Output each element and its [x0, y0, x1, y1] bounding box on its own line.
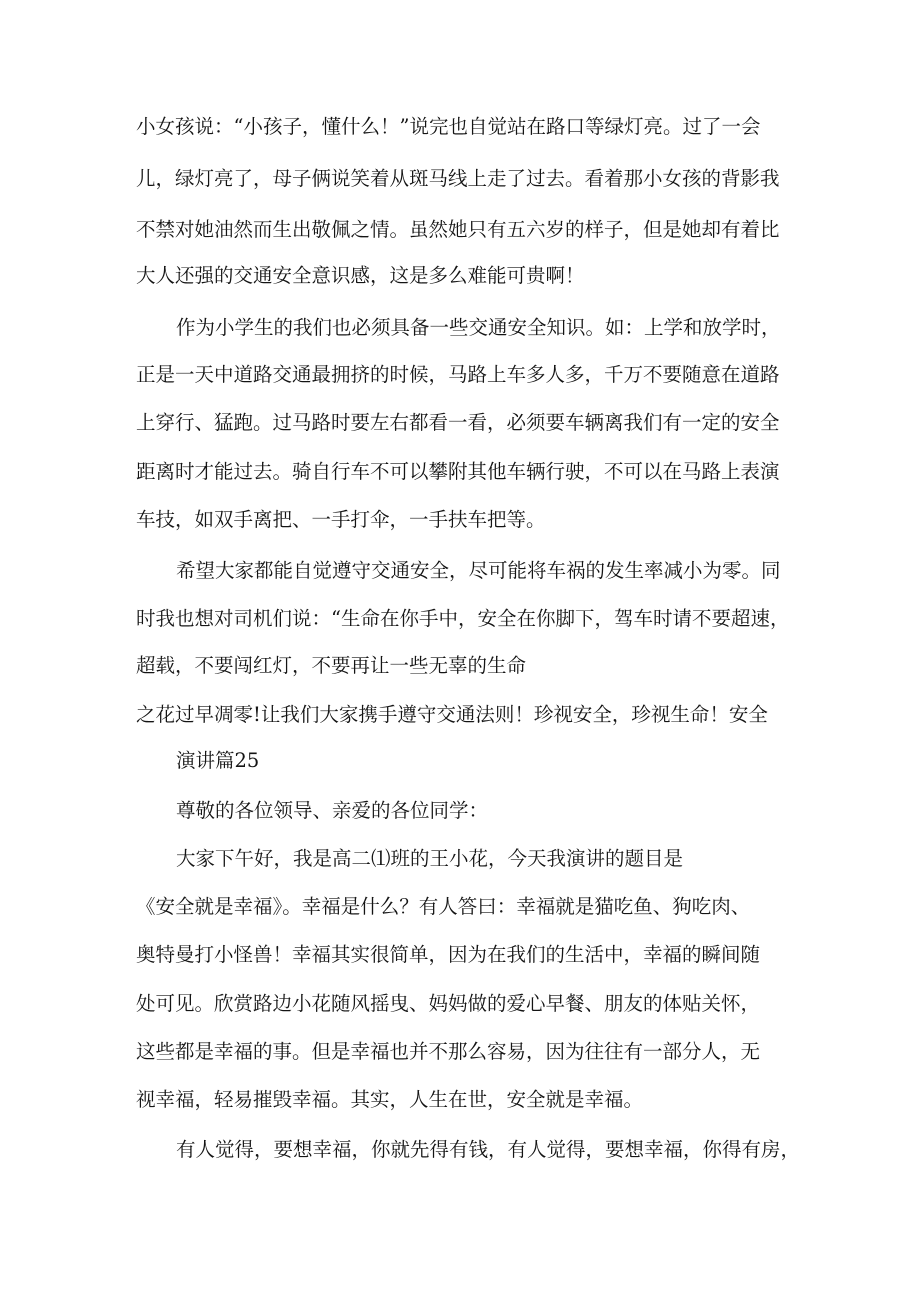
- text-line: 儿，绿灯亮了，母子俩说笑着从斑马线上走了过去。看着那小女孩的背影我: [136, 167, 780, 190]
- text-line: 奥特曼打小怪兽！幸福其实很简单，因为在我们的生活中，幸福的瞬间随: [136, 943, 761, 966]
- text-line: 有人觉得，要想幸福，你就先得有钱，有人觉得，要想幸福，你得有房，: [176, 1138, 801, 1161]
- text-line: 《安全就是幸福》。幸福是什么？有人答曰：幸福就是猫吃鱼、狗吃肉、: [136, 895, 751, 918]
- text-line: 大家下午好，我是高二⑴班的王小花，今天我演讲的题目是: [176, 847, 684, 870]
- text-line: 车技，如双手离把、一手打伞，一手扶车把等。: [136, 508, 546, 531]
- text-line: 希望大家都能自觉遵守交通安全，尽可能将车祸的发生率减小为零。同: [176, 559, 781, 582]
- text-line: 时我也想对司机们说：“生命在你手中，安全在你脚下，驾车时请不要超速，: [136, 607, 790, 630]
- text-line: 小女孩说：“小孩子，懂什么！”说完也自觉站在路口等绿灯亮。过了一会: [136, 115, 761, 138]
- text-line: 作为小学生的我们也必须具备一些交通安全知识。如：上学和放学时，: [176, 316, 781, 339]
- salutation-line: 尊敬的各位领导、亲爱的各位同学：: [176, 799, 489, 822]
- text-line: 不禁对她油然而生出敬佩之情。虽然她只有五六岁的样子，但是她却有着比: [136, 218, 780, 241]
- text-line: 大人还强的交通安全意识感，这是多么难能可贵啊！: [136, 264, 585, 287]
- text-line: 之花过早凋零!让我们大家携手遵守交通法则！珍视安全，珍视生命！安全: [136, 703, 768, 726]
- section-heading: 演讲篇25: [176, 749, 260, 772]
- text-line: 上穿行、猛跑。过马路时要左右都看一看，必须要车辆离我们有一定的安全: [136, 411, 780, 434]
- text-line: 视幸福，轻易摧毁幸福。其实，人生在世，安全就是幸福。: [136, 1088, 644, 1111]
- text-line: 超载，不要闯红灯，不要再让一些无辜的生命: [136, 654, 527, 677]
- text-line: 处可见。欣赏路边小花随风摇曳、妈妈做的爱心早餐、朋友的体贴关怀，: [136, 992, 761, 1015]
- text-line: 距离时才能过去。骑自行车不可以攀附其他车辆行驶，不可以在马路上表演: [136, 460, 780, 483]
- text-line: 这些都是幸福的事。但是幸福也并不那么容易，因为往往有一部分人，无: [136, 1040, 761, 1063]
- text-line: 正是一天中道路交通最拥挤的时候，马路上车多人多，千万不要随意在道路: [136, 363, 780, 386]
